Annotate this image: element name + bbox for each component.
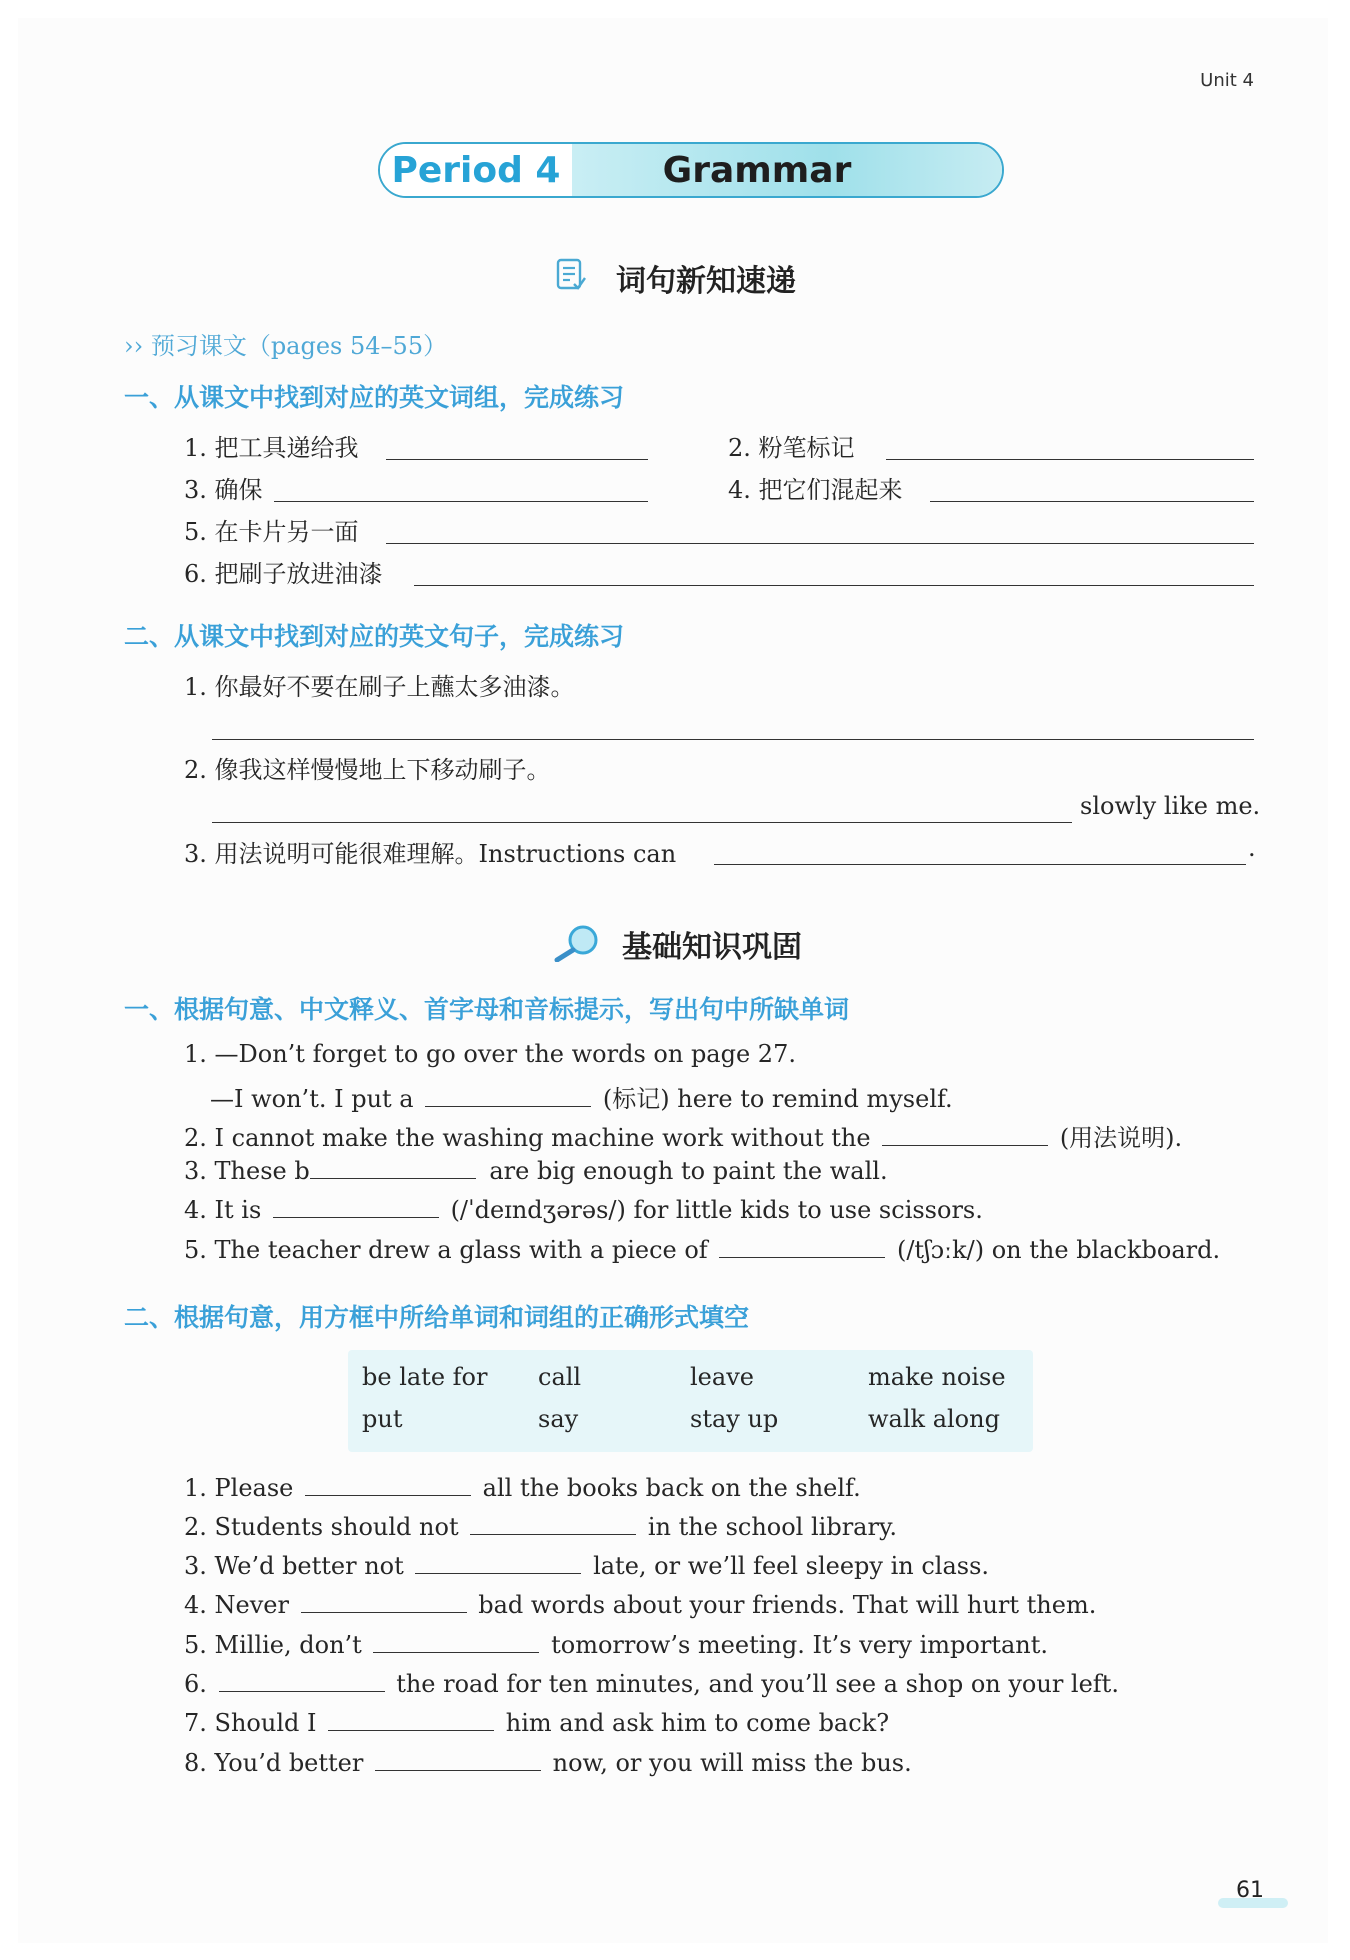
s1-sentence-3: 3. 用法说明可能很难理解。Instructions can <box>184 840 677 868</box>
answer-blank[interactable] <box>882 1144 1048 1146</box>
s2-part1-heading: 一、根据句意、中文释义、首字母和音标提示，写出句中所缺单词 <box>124 995 850 1024</box>
text: him and ask him to come back? <box>505 1709 890 1737</box>
text: all the books back on the shelf. <box>482 1474 861 1502</box>
s2-part2-heading: 二、根据句意，用方框中所给单词和词组的正确形式填空 <box>124 1303 750 1332</box>
s1-item-3: 3. 确保 <box>184 476 263 504</box>
answer-blank[interactable] <box>714 864 1246 865</box>
text: 2. I cannot make the washing machine work without the <box>184 1124 871 1152</box>
word-option: be late for <box>362 1363 488 1391</box>
text: (/tʃɔːk/) on the blackboard. <box>896 1236 1221 1264</box>
section1-title: 词句新知速递 <box>616 264 796 299</box>
text: late, or we’ll feel sleepy in class. <box>593 1552 990 1580</box>
word-option: call <box>538 1363 582 1391</box>
text: (用法说明). <box>1059 1124 1183 1152</box>
word-option: put <box>362 1405 403 1433</box>
s1-sentence-1: 1. 你最好不要在刷子上蘸太多油漆。 <box>184 673 575 701</box>
text: 6. <box>184 1670 207 1698</box>
text: 5. The teacher drew a glass with a piece of <box>184 1236 708 1264</box>
s1-part1-heading: 一、从课文中找到对应的英文词组，完成练习 <box>124 383 625 412</box>
period-label: Period 4 <box>380 144 572 196</box>
s2-fill-8 <box>184 1749 912 1777</box>
answer-blank[interactable] <box>310 1177 476 1179</box>
s1-item-5: 5. 在卡片另一面 <box>184 518 359 546</box>
text: 3. These b <box>184 1157 310 1185</box>
section2-title: 基础知识巩固 <box>622 930 802 965</box>
text: the road for ten minutes, and you’ll see a shop on your left. <box>396 1670 1119 1698</box>
text: (标记) here to remind myself. <box>602 1085 953 1113</box>
s2-fill-2 <box>184 1513 897 1541</box>
s2-fill-5 <box>184 1631 1048 1659</box>
unit-label: Unit 4 <box>1200 70 1254 91</box>
s2-q1-line1: 1. —Don’t forget to go over the words on page 27. <box>184 1040 796 1068</box>
answer-blank[interactable] <box>719 1256 885 1258</box>
word-option: say <box>538 1405 579 1433</box>
text: (/ˈdeɪndʒərəs/) for little kids to use scissors. <box>450 1196 983 1224</box>
answer-blank[interactable] <box>273 1216 439 1218</box>
period-banner <box>378 142 1004 198</box>
answer-blank[interactable] <box>425 1105 591 1107</box>
text: 4. It is <box>184 1196 262 1224</box>
word-option: stay up <box>690 1405 779 1433</box>
answer-blank[interactable] <box>470 1533 636 1535</box>
magnifier-icon <box>553 922 603 966</box>
text: 2. Students should not <box>184 1513 459 1541</box>
s1-item-6: 6. 把刷子放进油漆 <box>184 560 383 588</box>
s2-q4 <box>184 1196 983 1224</box>
text: 4. Never <box>184 1591 289 1619</box>
answer-blank[interactable] <box>414 585 1254 586</box>
text: now, or you will miss the bus. <box>552 1749 912 1777</box>
answer-blank[interactable] <box>930 501 1254 502</box>
answer-blank[interactable] <box>373 1651 539 1653</box>
notebook-icon <box>556 258 586 296</box>
answer-blank[interactable] <box>415 1572 581 1574</box>
s1-part2-heading: 二、从课文中找到对应的英文句子，完成练习 <box>124 622 625 651</box>
answer-blank[interactable] <box>375 1769 541 1771</box>
s1-sentence-3-tail: . <box>1248 834 1256 862</box>
word-option: walk along <box>868 1405 1000 1433</box>
s1-sentence-2-tail: slowly like me. <box>1080 792 1261 820</box>
text: are big enough to paint the wall. <box>489 1157 888 1185</box>
word-option: leave <box>690 1363 754 1391</box>
answer-blank[interactable] <box>328 1729 494 1731</box>
s2-q1-line2 <box>210 1079 953 1114</box>
page-number: 61 <box>1236 1878 1264 1903</box>
s1-item-1: 1. 把工具递给我 <box>184 434 359 462</box>
text: 8. You’d better <box>184 1749 364 1777</box>
answer-blank[interactable] <box>274 501 648 502</box>
s2-fill-7 <box>184 1709 889 1737</box>
answer-blank[interactable] <box>212 739 1254 740</box>
s1-item-4: 4. 把它们混起来 <box>728 476 903 504</box>
answer-blank[interactable] <box>301 1611 467 1613</box>
answer-blank[interactable] <box>386 459 648 460</box>
text: 5. Millie, don’t <box>184 1631 362 1659</box>
topic-label: Grammar <box>572 144 1002 196</box>
s2-fill-1 <box>184 1474 861 1502</box>
s2-fill-3 <box>184 1552 989 1580</box>
text: 3. We’d better not <box>184 1552 404 1580</box>
s2-q3 <box>184 1157 888 1185</box>
preview-note: ›› 预习课文（pages 54–55） <box>124 332 448 360</box>
s1-sentence-2: 2. 像我这样慢慢地上下移动刷子。 <box>184 756 551 784</box>
s2-q5 <box>184 1236 1220 1264</box>
answer-blank[interactable] <box>305 1494 471 1496</box>
text: 1. Please <box>184 1474 294 1502</box>
answer-blank[interactable] <box>386 543 1254 544</box>
s2-fill-4 <box>184 1591 1096 1619</box>
answer-blank[interactable] <box>219 1690 385 1692</box>
text: tomorrow’s meeting. It’s very important. <box>551 1631 1048 1659</box>
text: in the school library. <box>647 1513 897 1541</box>
text: —I won’t. I put a <box>210 1085 414 1113</box>
text: 7. Should I <box>184 1709 317 1737</box>
text: bad words about your friends. That will hurt them. <box>478 1591 1097 1619</box>
answer-blank[interactable] <box>886 459 1254 460</box>
word-option: make noise <box>868 1363 1006 1391</box>
answer-blank[interactable] <box>212 822 1072 823</box>
s2-q2 <box>184 1118 1182 1153</box>
s1-item-2: 2. 粉笔标记 <box>728 434 855 462</box>
s2-fill-6 <box>184 1670 1119 1698</box>
